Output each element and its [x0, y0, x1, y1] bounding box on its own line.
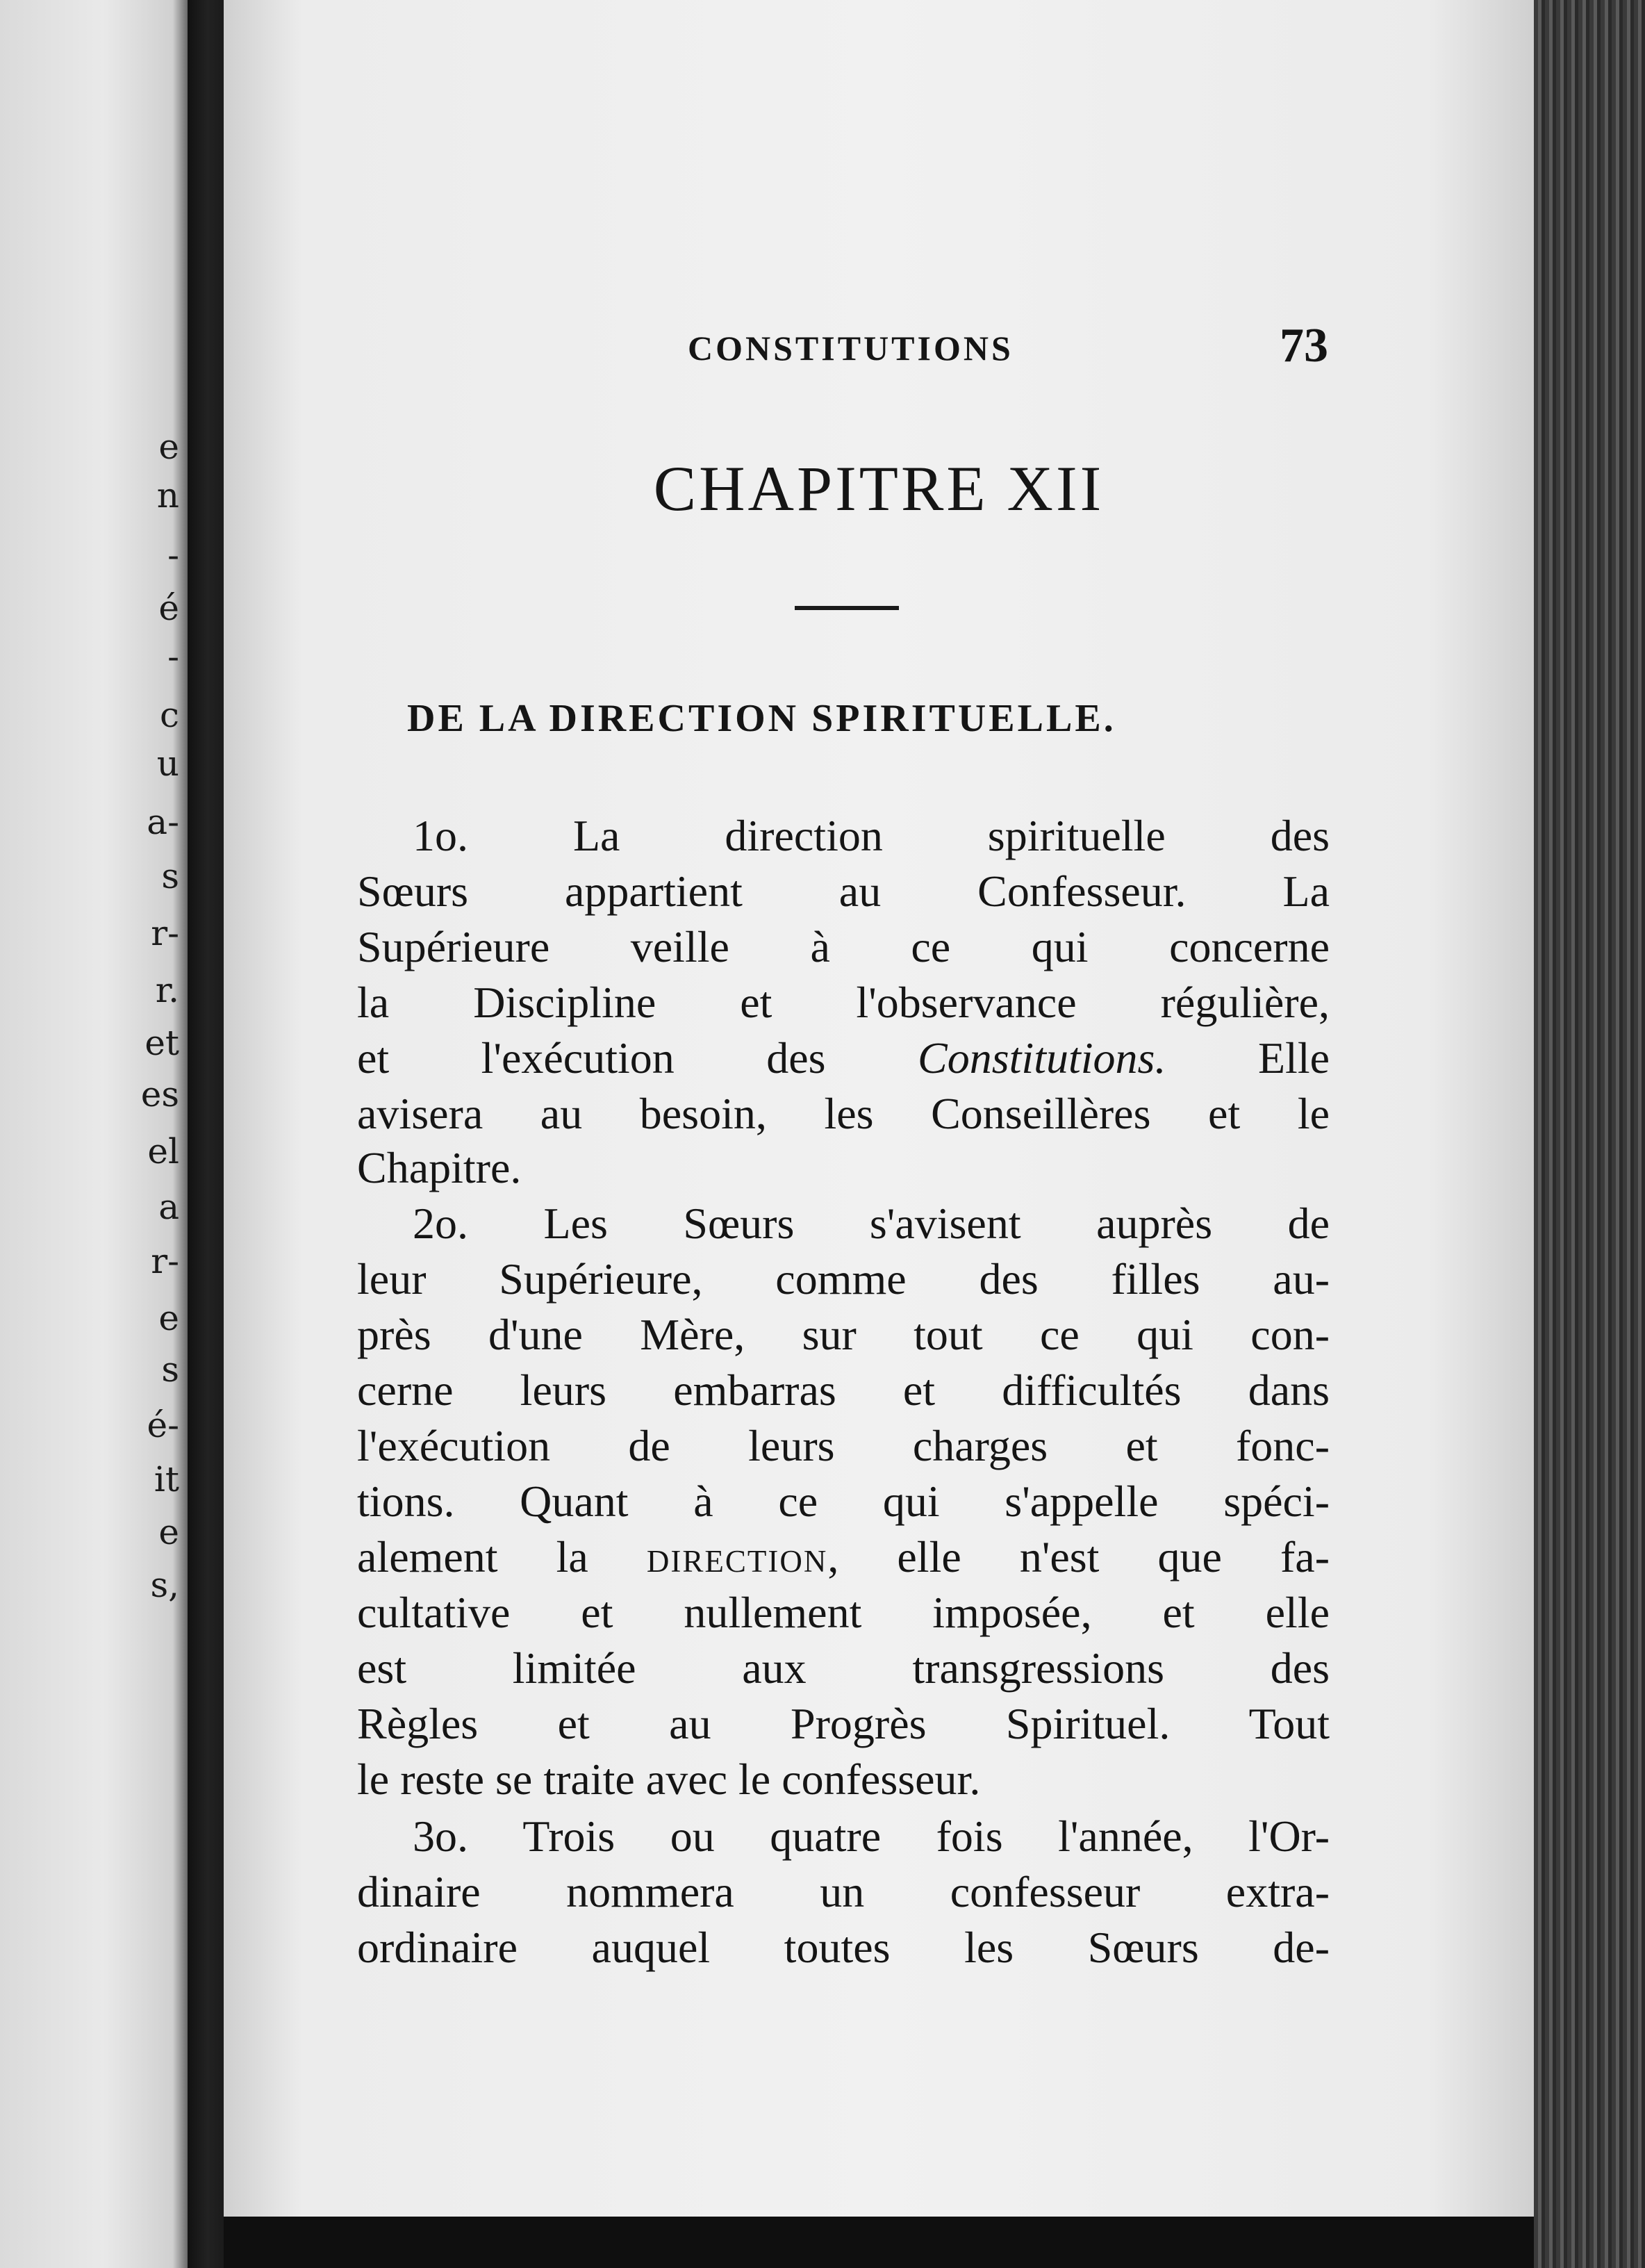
text-line: Supérieure veille à ce qui concerne [357, 922, 1330, 971]
margin-fragment: s [161, 1349, 179, 1390]
text-segment: et l'exécution des [357, 1033, 826, 1083]
text-segment: Elle [1257, 1033, 1330, 1083]
text-line: 3o. Trois ou quatre fois l'année, l'Or- [413, 1811, 1330, 1861]
text-line: Chapitre. [357, 1143, 522, 1192]
text-line [357, 1034, 1330, 1083]
margin-fragment: s [161, 856, 179, 896]
margin-fragment: u [156, 743, 179, 784]
text-line: dinaire nommera un confesseur extra- [357, 1867, 1330, 1916]
text-line: tions. Quant à ce qui s'appelle spéci- [357, 1477, 1330, 1526]
margin-fragment: e [158, 1512, 179, 1552]
text-line [357, 1533, 1330, 1581]
margin-fragment: it [154, 1459, 179, 1499]
text-line: la Discipline et l'observance régulière, [357, 978, 1330, 1027]
text-line: cerne leurs embarras et difficultés dans [357, 1365, 1330, 1415]
page-bottom-shadow [224, 2217, 1534, 2268]
margin-fragment: r- [151, 1241, 179, 1281]
book-gutter [188, 0, 224, 2268]
text-segment: alement la [357, 1532, 588, 1581]
margin-fragment: r. [155, 970, 179, 1010]
margin-fragment: n [156, 475, 179, 516]
margin-fragment: a- [147, 802, 179, 842]
text-line: cultative et nullement imposée, et elle [357, 1588, 1330, 1637]
chapter-title: CHAPITRE XII [653, 453, 1105, 524]
margin-fragment: a [158, 1187, 179, 1227]
page-edges [1534, 0, 1645, 2268]
margin-fragment: r- [151, 913, 179, 953]
text-line: l'exécution de leurs charges et fonc- [357, 1421, 1330, 1470]
title-rule [795, 606, 899, 610]
text-line: est limitée aux transgressions des [357, 1643, 1330, 1693]
text-line: Règles et au Progrès Spirituel. Tout [357, 1699, 1330, 1748]
margin-fragment: es [140, 1074, 179, 1115]
text-line: ordinaire auquel toutes les Sœurs de- [357, 1923, 1330, 1972]
margin-fragment: é [158, 588, 179, 628]
margin-fragment: - [167, 636, 179, 677]
left-facing-page [0, 0, 188, 2268]
text-line: 1o. La direction spirituelle des [413, 811, 1330, 860]
text-line: 2o. Les Sœurs s'avisent auprès de [413, 1199, 1330, 1248]
margin-fragment: é- [147, 1405, 179, 1445]
margin-fragment: et [144, 1023, 179, 1063]
running-head: CONSTITUTIONS [688, 329, 1014, 368]
text-line: Sœurs appartient au Confesseur. La [357, 866, 1330, 916]
margin-fragment: - [167, 535, 179, 575]
text-line: près d'une Mère, sur tout ce qui con- [357, 1310, 1330, 1359]
text-line: avisera au besoin, les Conseillères et le [357, 1089, 1330, 1138]
page-number: 73 [1280, 319, 1328, 372]
margin-fragment: e [158, 427, 179, 467]
margin-fragment: e [158, 1298, 179, 1338]
smallcaps-word: direction [646, 1532, 828, 1581]
section-heading: DE LA DIRECTION SPIRITUELLE. [407, 697, 1116, 740]
margin-fragment: el [147, 1131, 179, 1172]
margin-fragment: c [159, 695, 179, 735]
text-segment: , elle n'est que fa- [827, 1532, 1330, 1581]
italic-word: Constitutions. [918, 1033, 1166, 1083]
text-line: le reste se traite avec le confesseur. [357, 1755, 981, 1804]
text-line: leur Supérieure, comme des filles au- [357, 1254, 1330, 1304]
margin-fragment: s, [150, 1565, 179, 1605]
